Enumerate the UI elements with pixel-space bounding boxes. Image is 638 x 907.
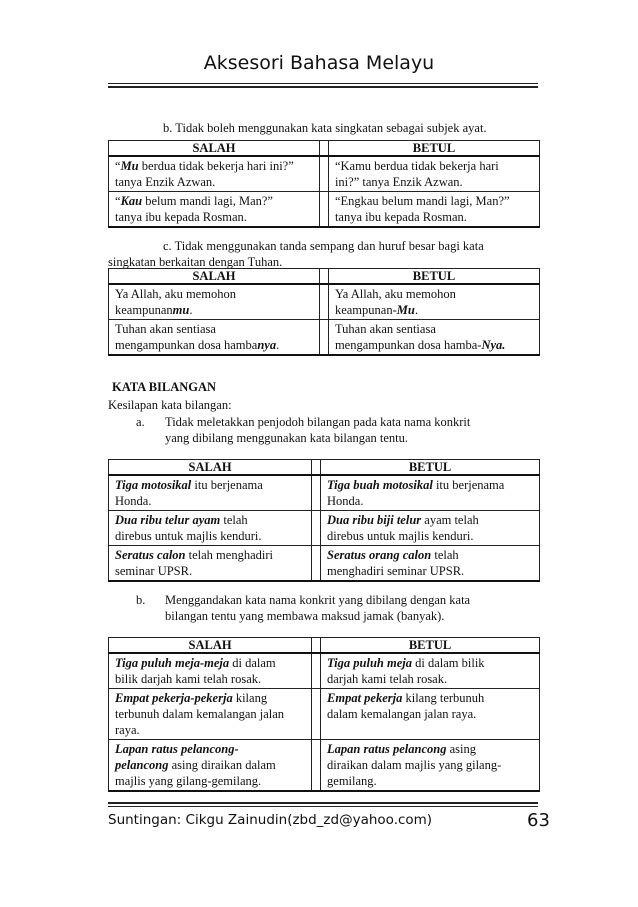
emphasis-text: Mu	[120, 159, 139, 173]
table-cell-betul: “Kamu berdua tidak bekerja hari ini?” tanya Enzik Azwan.	[328, 156, 539, 192]
table-cell-betul: “Engkau belum mandi lagi, Man?” tanya ibu kepada Rosman.	[328, 192, 539, 228]
column-header-betul: BETUL	[321, 638, 540, 654]
emphasis-text: mu	[172, 303, 190, 317]
footer-rule	[108, 806, 538, 807]
table-cell-betul: Ya Allah, aku memohon keampunan-Mu.	[328, 284, 539, 320]
emphasis-text: Lapan ratus pelancong	[327, 742, 447, 756]
emphasis-text: Empat pekerja	[327, 691, 403, 705]
page-title: Aksesori Bahasa Melayu	[203, 52, 435, 74]
emphasis-text: Lapan ratus pelancong-	[115, 742, 239, 756]
table-section-b	[108, 140, 540, 228]
table-cell-salah: “Mu berdua tidak bekerja hari ini?” tanya Enzik Azwan.	[109, 156, 320, 192]
item-a-line1: Tidak meletakkan penjodoh bilangan pada kata nama konkrit	[165, 415, 471, 429]
emphasis-text: Dua ribu telur ayam	[115, 513, 221, 527]
item-a-marker: a.	[136, 415, 145, 429]
emphasis-text: Tiga puluh meja	[327, 656, 412, 670]
emphasis-text: Tiga puluh meja-meja	[115, 656, 230, 670]
emphasis-text: Nya.	[481, 338, 506, 352]
column-header-betul: BETUL	[321, 460, 540, 476]
table-cell-salah: Tiga puluh meja-meja di dalam bilik darjah kami telah rosak.	[109, 653, 312, 689]
emphasis-text: Empat pekerja-pekerja	[115, 691, 233, 705]
emphasis-text: Mu	[396, 303, 415, 317]
column-header-salah: SALAH	[109, 460, 312, 476]
emphasis-text: Seratus calon	[115, 548, 186, 562]
emphasis-text: nya	[257, 338, 277, 352]
table-cell-salah: Lapan ratus pelancong- pelancong asing diraikan dalam majlis yang gilang-gemilang.	[109, 740, 312, 792]
table-kata-bilangan-a	[108, 459, 540, 582]
table-cell-betul: Tiga puluh meja di dalam bilik darjah kami telah rosak.	[321, 653, 540, 689]
table-cell-salah: Dua ribu telur ayam telah direbus untuk majlis kenduri.	[109, 511, 312, 546]
table-cell-betul: Tiga buah motosikal itu berjenama Honda.	[321, 475, 540, 511]
column-header-betul: BETUL	[328, 269, 539, 285]
table-cell-betul: Empat pekerja kilang terbunuh dalam kemalangan jalan raya.	[321, 689, 540, 740]
table-cell-betul: Tuhan akan sentiasa mengampunkan dosa hamba-Nya.	[328, 320, 539, 356]
footer-rule-thick	[108, 802, 538, 804]
table-cell-salah: Tiga motosikal itu berjenama Honda.	[109, 475, 312, 511]
emphasis-text: Tiga buah motosikal	[327, 478, 433, 492]
section-c-intro-line1: c. Tidak menggunakan tanda sempang dan huruf besar bagi kata	[163, 239, 484, 253]
column-header-betul: BETUL	[328, 141, 539, 157]
emphasis-text: pelancong	[115, 758, 169, 772]
table-section-c	[108, 268, 540, 356]
column-header-salah: SALAH	[109, 141, 320, 157]
emphasis-text: Seratus orang calon	[327, 548, 432, 562]
table-cell-betul: Lapan ratus pelancong asing diraikan dalam majlis yang gilang- gemilang.	[321, 740, 540, 792]
table-cell-salah: Empat pekerja-pekerja kilang terbunuh dalam kemalangan jalan raya.	[109, 689, 312, 740]
section-subheading: Kesilapan kata bilangan:	[108, 398, 232, 412]
table-cell-salah: Seratus calon telah menghadiri seminar UPSR.	[109, 546, 312, 582]
column-header-salah: SALAH	[109, 269, 320, 285]
emphasis-text: Dua ribu biji telur	[327, 513, 422, 527]
header-rule-thick	[108, 86, 538, 88]
table-cell-betul: Dua ribu biji telur ayam telah direbus untuk majlis kenduri.	[321, 511, 540, 546]
footer-credit: Suntingan: Cikgu Zainudin(zbd_zd@yahoo.com)	[108, 812, 433, 828]
item-b-line1: Menggandakan kata nama konkrit yang dibilang dengan kata	[165, 593, 471, 607]
table-cell-salah: Ya Allah, aku memohon keampunanmu.	[109, 284, 320, 320]
table-cell-salah: Tuhan akan sentiasa mengampunkan dosa hambanya.	[109, 320, 320, 356]
item-b-line2: bilangan tentu yang membawa maksud jamak (banyak).	[165, 609, 445, 623]
page-number: 63	[527, 810, 550, 831]
table-cell-betul: Seratus orang calon telah menghadiri seminar UPSR.	[321, 546, 540, 582]
section-c-intro-line2: singkatan berkaitan dengan Tuhan.	[108, 255, 283, 269]
header-rule	[108, 83, 538, 84]
table-cell-salah: “Kau belum mandi lagi, Man?” tanya ibu kepada Rosman.	[109, 192, 320, 228]
table-kata-bilangan-b	[108, 637, 540, 792]
section-b-intro: b. Tidak boleh menggunakan kata singkatan sebagai subjek ayat.	[163, 121, 487, 135]
item-b-marker: b.	[136, 593, 146, 607]
emphasis-text: Kau	[120, 194, 143, 208]
section-heading: KATA BILANGAN	[112, 380, 217, 394]
emphasis-text: Tiga motosikal	[115, 478, 192, 492]
item-a-line2: yang dibilang menggunakan kata bilangan tentu.	[165, 431, 408, 445]
column-header-salah: SALAH	[109, 638, 312, 654]
